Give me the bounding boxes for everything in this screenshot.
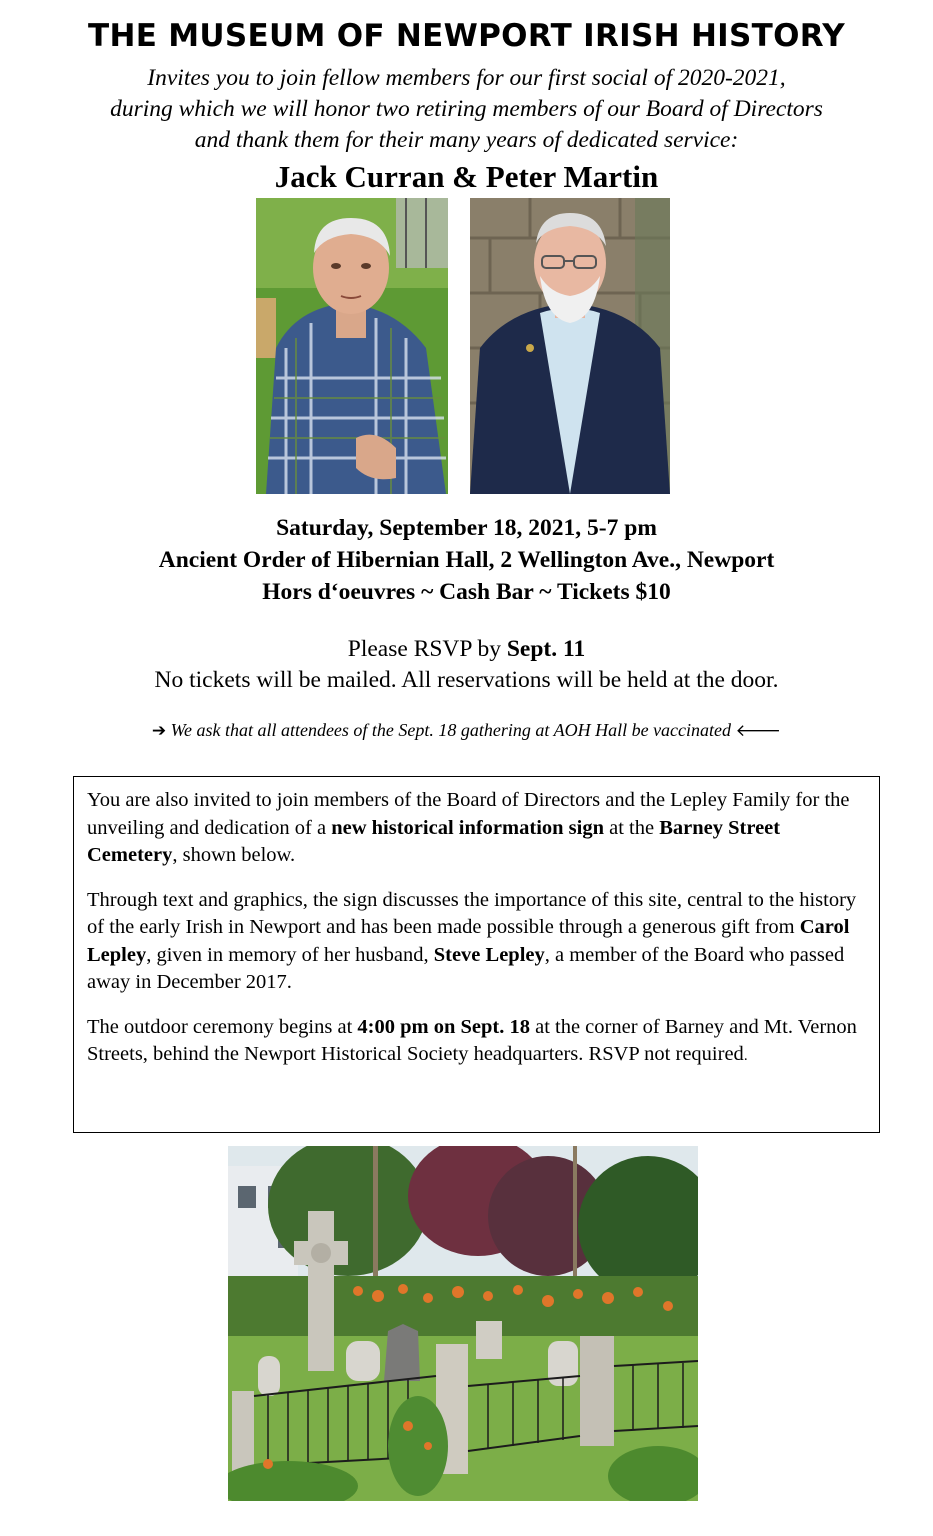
arrow-right-icon: ➔ bbox=[151, 721, 167, 741]
event-extras: Hors d‘oeuvres ~ Cash Bar ~ Tickets $10 bbox=[262, 579, 671, 605]
intro-line-3: and thank them for their many years of dedicated service: bbox=[194, 127, 739, 153]
vaccination-text: We ask that all attendees of the Sept. 18 gathering at AOH Hall be vaccinated bbox=[166, 720, 736, 740]
event-date: Saturday, September 18, 2021, 5-7 pm bbox=[276, 515, 657, 541]
p2-text-a: Through text and graphics, the sign discusses the importance of this site, central to the history of the early Irish in Newport and has been made possible through a generous gift from bbox=[87, 888, 857, 938]
event-venue: Ancient Order of Hibernian Hall, 2 Wellington Ave., Newport bbox=[158, 547, 775, 573]
rsvp-section bbox=[0, 634, 933, 696]
event-details bbox=[0, 512, 933, 608]
p1-sign-emphasis: new historical information sign bbox=[331, 816, 604, 839]
rsvp-deadline: Sept. 11 bbox=[506, 636, 586, 662]
invitation-intro bbox=[0, 63, 933, 156]
p2-text-c: , given in memory of her husband, bbox=[146, 943, 434, 966]
peter-martin-photo bbox=[470, 198, 670, 494]
jack-curran-photo bbox=[256, 198, 448, 494]
museum-title: THE MUSEUM OF NEWPORT IRISH HISTORY bbox=[88, 18, 845, 54]
intro-line-2: during which we will honor two retiring members of our Board of Directors bbox=[110, 96, 823, 122]
honorees-heading: Jack Curran & Peter Martin bbox=[274, 159, 659, 194]
p2-carol-emphasis: Carol Lepley bbox=[87, 916, 850, 966]
sign-paragraph-3 bbox=[87, 1014, 867, 1071]
rsvp-note: No tickets will be mailed. All reservations will be held at the door. bbox=[154, 667, 779, 693]
p3-text-c: at the corner of Barney and Mt. Vernon Streets, behind the Newport Historical Society headquarters. RSVP not required bbox=[87, 1015, 857, 1065]
vaccination-notice bbox=[0, 720, 933, 741]
arrow-left-icon: 🡐 bbox=[735, 721, 782, 741]
rsvp-prefix: Please RSVP by bbox=[347, 636, 507, 662]
intro-line-1: Invites you to join fellow members for our first social of 2020-2021, bbox=[147, 65, 786, 91]
sign-dedication-box bbox=[73, 776, 880, 1133]
p1-text-e: , shown below. bbox=[172, 844, 296, 866]
sign-paragraph-1 bbox=[87, 787, 867, 870]
p3-period: . bbox=[743, 1048, 748, 1064]
p2-steve-emphasis: Steve Lepley bbox=[433, 943, 545, 966]
p3-time-emphasis: 4:00 pm on Sept. 18 bbox=[357, 1015, 530, 1038]
cemetery-photo bbox=[228, 1146, 698, 1501]
p2-text-e: , a member of the Board who passed away in December 2017. bbox=[87, 943, 845, 993]
p1-text-c: at the bbox=[604, 816, 660, 839]
rsvp-line bbox=[0, 634, 933, 665]
p1-cemetery-emphasis: Barney Street Cemetery bbox=[87, 816, 781, 866]
p1-text-a: You are also invited to join members of the Board of Directors and the Lepley Family for the unveiling and dedication of a bbox=[87, 789, 850, 839]
p3-text-a: The outdoor ceremony begins at bbox=[87, 1015, 358, 1038]
sign-paragraph-2 bbox=[87, 887, 867, 997]
